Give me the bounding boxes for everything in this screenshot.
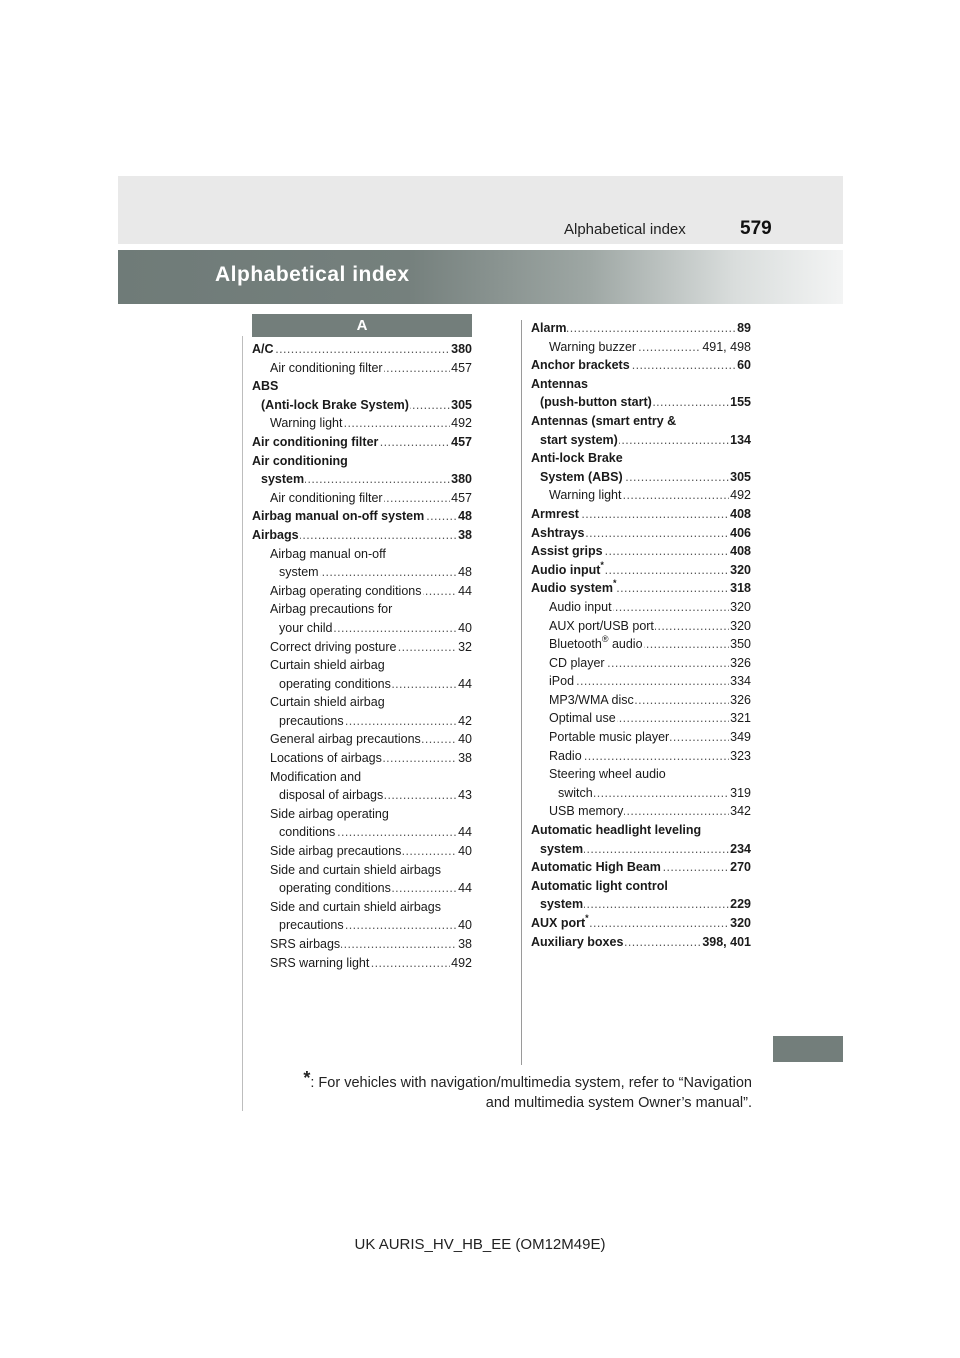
index-entry xyxy=(531,802,751,821)
index-page-ref[interactable]: 491, 498 xyxy=(701,338,751,357)
index-entry xyxy=(531,784,751,803)
section-letter: A xyxy=(252,314,472,337)
index-entry xyxy=(252,507,472,526)
index-entry xyxy=(252,414,472,433)
index-entry-label: Air conditioning xyxy=(252,452,349,471)
index-entry-label: Air conditioning filter xyxy=(270,359,384,378)
index-entry xyxy=(252,563,472,582)
index-page-ref[interactable]: 380 xyxy=(450,340,472,359)
index-entry xyxy=(252,359,472,378)
index-entry xyxy=(531,858,751,877)
index-entry-label: operating conditions xyxy=(279,879,392,898)
index-page-ref[interactable]: 44 xyxy=(457,879,472,898)
index-entry xyxy=(252,730,472,749)
index-page-ref[interactable]: 318 xyxy=(729,579,751,598)
index-entry xyxy=(531,654,751,673)
index-entry xyxy=(252,656,472,675)
index-entry xyxy=(252,526,472,545)
index-page-ref[interactable]: 380 xyxy=(450,470,472,489)
index-entry xyxy=(531,765,751,784)
footnote xyxy=(270,1068,752,1113)
index-entry xyxy=(252,935,472,954)
index-page-ref[interactable]: 44 xyxy=(457,823,472,842)
index-entry-label: Anti-lock Brake xyxy=(531,449,624,468)
index-page-ref[interactable]: 320 xyxy=(729,914,751,933)
section-side-tab xyxy=(773,1036,843,1062)
index-entry-label: Antennas (smart entry & xyxy=(531,412,677,431)
index-entry-label: Airbag manual on-off xyxy=(270,545,387,564)
index-entry xyxy=(531,709,751,728)
index-entry xyxy=(531,468,751,487)
index-page-ref[interactable]: 43 xyxy=(457,786,472,805)
index-entry-label: Audio input xyxy=(549,598,613,617)
index-entry xyxy=(531,579,751,598)
index-entry-label: Side and curtain shield airbags xyxy=(270,861,442,880)
index-entry xyxy=(531,691,751,710)
index-entry-label: SRS airbags xyxy=(270,935,341,954)
index-column-left xyxy=(252,340,472,972)
index-entry-label: precautions xyxy=(279,712,345,731)
index-entry xyxy=(252,749,472,768)
index-page-ref[interactable]: 48 xyxy=(457,563,472,582)
index-entry-label: AUX port/USB port xyxy=(549,617,655,636)
index-entry-label: (push-button start) xyxy=(540,393,653,412)
index-entry-label: Automatic High Beam xyxy=(531,858,662,877)
index-page-ref[interactable]: 40 xyxy=(457,916,472,935)
index-entry-label: your child xyxy=(279,619,334,638)
index-page-ref[interactable]: 349 xyxy=(729,728,751,747)
index-entry xyxy=(531,412,751,431)
index-entry-label: iPod xyxy=(549,672,575,691)
index-page-ref[interactable]: 334 xyxy=(729,672,751,691)
index-entry-label: operating conditions xyxy=(279,675,392,694)
index-entry-label: Correct driving posture xyxy=(270,638,397,657)
index-page-ref[interactable]: 44 xyxy=(457,675,472,694)
index-entry-label: (Anti-lock Brake System) xyxy=(261,396,410,415)
index-entry xyxy=(531,431,751,450)
index-entry xyxy=(252,619,472,638)
index-entry xyxy=(252,805,472,824)
document-footer: UK AURIS_HV_HB_EE (OM12M49E) xyxy=(354,1236,606,1253)
index-page-ref[interactable]: 32 xyxy=(457,638,472,657)
index-entry-label: Airbag precautions for xyxy=(270,600,393,619)
index-page-ref[interactable]: 305 xyxy=(729,468,751,487)
index-entry-label: Locations of airbags xyxy=(270,749,383,768)
index-entry-label: Modification and xyxy=(270,768,362,787)
index-entry xyxy=(252,712,472,731)
index-entry-label: Audio system* xyxy=(531,579,617,598)
index-entry-label: Airbag manual on-off system xyxy=(252,507,425,526)
index-entry-label: Anchor brackets xyxy=(531,356,631,375)
index-entry xyxy=(252,582,472,601)
index-entry xyxy=(531,561,751,580)
index-page-ref[interactable]: 38 xyxy=(457,749,472,768)
index-entry xyxy=(252,600,472,619)
index-page-ref[interactable]: 406 xyxy=(729,524,751,543)
index-column-right xyxy=(531,319,751,951)
index-page-ref[interactable]: 305 xyxy=(450,396,472,415)
index-entry xyxy=(531,914,751,933)
index-page-ref[interactable]: 155 xyxy=(729,393,751,412)
index-entry-label: precautions xyxy=(279,916,345,935)
index-entry-label: Armrest xyxy=(531,505,580,524)
index-entry-label: CD player xyxy=(549,654,606,673)
index-entry-label: system xyxy=(279,563,320,582)
index-entry xyxy=(252,898,472,917)
index-page-ref[interactable]: 320 xyxy=(729,561,751,580)
index-entry-label: disposal of airbags xyxy=(279,786,384,805)
footnote-marker: * xyxy=(303,1068,311,1088)
footnote-marker: ® xyxy=(601,634,609,645)
index-page-ref[interactable]: 38 xyxy=(457,526,472,545)
footnote-marker: * xyxy=(585,913,589,923)
index-page-ref[interactable]: 40 xyxy=(457,730,472,749)
index-entry xyxy=(531,486,751,505)
index-entry-label: system xyxy=(540,840,584,859)
index-entry xyxy=(531,319,751,338)
index-entry xyxy=(252,823,472,842)
index-page-ref[interactable]: 40 xyxy=(457,619,472,638)
index-entry xyxy=(531,747,751,766)
index-entry-label: Side airbag operating xyxy=(270,805,390,824)
index-page-ref[interactable]: 408 xyxy=(729,505,751,524)
header-title: Alphabetical index xyxy=(564,221,686,238)
index-entry-label: Air conditioning filter xyxy=(270,489,384,508)
index-entry-label: start system) xyxy=(540,431,619,450)
index-entry-label: Radio xyxy=(549,747,583,766)
index-entry xyxy=(252,452,472,471)
index-entry-label: Automatic light control xyxy=(531,877,669,896)
index-entry-label: Alarm xyxy=(531,319,567,338)
index-page-ref[interactable]: 323 xyxy=(729,747,751,766)
index-entry xyxy=(531,635,751,654)
left-margin-rule xyxy=(242,336,243,1111)
index-entry xyxy=(531,933,751,952)
index-page-ref[interactable]: 319 xyxy=(729,784,751,803)
index-page-ref[interactable]: 408 xyxy=(729,542,751,561)
index-page-ref[interactable]: 457 xyxy=(450,433,472,452)
index-entry xyxy=(531,840,751,859)
index-entry-label: conditions xyxy=(279,823,336,842)
footnote-marker: * xyxy=(600,559,604,570)
index-entry xyxy=(531,338,751,357)
page-title: Alphabetical index xyxy=(215,263,410,286)
index-page-ref[interactable]: 321 xyxy=(729,709,751,728)
index-entry xyxy=(252,489,472,508)
index-entry-label: Curtain shield airbag xyxy=(270,656,386,675)
index-entry-label: A/C xyxy=(252,340,275,359)
index-entry xyxy=(531,895,751,914)
index-entry xyxy=(531,449,751,468)
index-page-ref[interactable]: 234 xyxy=(729,840,751,859)
index-entry-label: Bluetooth® audio xyxy=(549,635,644,654)
index-entry-label: General airbag precautions xyxy=(270,730,422,749)
index-page-ref[interactable]: 342 xyxy=(729,802,751,821)
index-page-ref[interactable]: 134 xyxy=(729,431,751,450)
index-entry xyxy=(252,861,472,880)
index-entry xyxy=(531,877,751,896)
footnote-line-1: : For vehicles with navigation/multimedia system, refer to “Navigation xyxy=(310,1075,752,1091)
column-divider xyxy=(521,320,522,1065)
index-entry-label: Airbags xyxy=(252,526,300,545)
index-entry xyxy=(252,470,472,489)
index-entry-label: Warning buzzer xyxy=(549,338,637,357)
index-entry-label: Air conditioning filter xyxy=(252,433,379,452)
index-entry-label: USB memory xyxy=(549,802,624,821)
index-entry xyxy=(531,505,751,524)
index-page-ref[interactable]: 492 xyxy=(450,954,472,973)
index-page-ref[interactable]: 326 xyxy=(729,691,751,710)
index-page-ref[interactable]: 89 xyxy=(736,319,751,338)
footnote-line-2: and multimedia system Owner’s manual”. xyxy=(485,1095,752,1111)
index-page-ref[interactable]: 398, 401 xyxy=(701,933,751,952)
index-entry-label: Curtain shield airbag xyxy=(270,693,386,712)
index-entry xyxy=(252,842,472,861)
index-page-ref[interactable]: 326 xyxy=(729,654,751,673)
index-entry-label: Warning light xyxy=(270,414,344,433)
index-entry-label: Portable music player xyxy=(549,728,670,747)
index-entry xyxy=(252,433,472,452)
index-entry xyxy=(252,768,472,787)
index-entry-label: Ashtrays xyxy=(531,524,586,543)
index-entry xyxy=(531,821,751,840)
index-entry xyxy=(531,617,751,636)
index-entry-label: Steering wheel audio xyxy=(549,765,667,784)
index-entry-label: switch xyxy=(558,784,594,803)
index-page-ref[interactable]: 320 xyxy=(729,598,751,617)
index-page-ref[interactable]: 350 xyxy=(729,635,751,654)
index-entry-label: Audio input* xyxy=(531,561,605,580)
index-entry-label: Airbag operating conditions xyxy=(270,582,423,601)
index-entry xyxy=(252,786,472,805)
index-entry xyxy=(531,375,751,394)
index-entry xyxy=(531,393,751,412)
index-entry-label: AUX port* xyxy=(531,914,590,933)
index-entry xyxy=(252,954,472,973)
index-page-ref[interactable]: 40 xyxy=(457,842,472,861)
index-page-ref[interactable]: 492 xyxy=(729,486,751,505)
index-entry-label: system xyxy=(261,470,305,489)
index-entry-label: SRS warning light xyxy=(270,954,370,973)
index-entry xyxy=(531,524,751,543)
index-entry xyxy=(252,340,472,359)
index-page-ref[interactable]: 457 xyxy=(450,359,472,378)
index-entry xyxy=(531,542,751,561)
index-entry-label: System (ABS) xyxy=(540,468,624,487)
index-entry-label: ABS xyxy=(252,377,279,396)
index-entry-label: Auxiliary boxes xyxy=(531,933,624,952)
index-entry-label: Warning light xyxy=(549,486,623,505)
index-entry xyxy=(531,356,751,375)
index-entry-label: Optimal use xyxy=(549,709,617,728)
index-entry-label: Automatic headlight leveling xyxy=(531,821,702,840)
index-entry xyxy=(252,377,472,396)
index-page-ref[interactable]: 492 xyxy=(450,414,472,433)
index-entry xyxy=(252,396,472,415)
index-entry xyxy=(252,879,472,898)
index-page-ref[interactable]: 44 xyxy=(457,582,472,601)
index-page-ref[interactable]: 320 xyxy=(729,617,751,636)
index-entry xyxy=(252,916,472,935)
index-page-ref[interactable]: 60 xyxy=(736,356,751,375)
index-entry xyxy=(252,545,472,564)
index-entry xyxy=(252,675,472,694)
index-page-ref[interactable]: 42 xyxy=(457,712,472,731)
index-entry-label: Side and curtain shield airbags xyxy=(270,898,442,917)
footnote-marker: * xyxy=(612,578,617,589)
page-number: 579 xyxy=(740,218,772,239)
index-page-ref[interactable]: 457 xyxy=(450,489,472,508)
index-page-ref[interactable]: 38 xyxy=(457,935,472,954)
index-entry-label: Side airbag precautions xyxy=(270,842,402,861)
index-entry-label: Antennas xyxy=(531,375,589,394)
index-page-ref[interactable]: 48 xyxy=(457,507,472,526)
index-entry xyxy=(531,672,751,691)
index-entry-label: MP3/WMA disc xyxy=(549,691,635,710)
index-entry xyxy=(252,638,472,657)
index-entry-label: system xyxy=(540,895,584,914)
index-entry-label: Assist grips xyxy=(531,542,604,561)
header-band xyxy=(118,176,843,244)
index-entry xyxy=(252,693,472,712)
index-entry xyxy=(531,728,751,747)
index-page-ref[interactable]: 270 xyxy=(729,858,751,877)
index-entry xyxy=(531,598,751,617)
index-page-ref[interactable]: 229 xyxy=(729,895,751,914)
